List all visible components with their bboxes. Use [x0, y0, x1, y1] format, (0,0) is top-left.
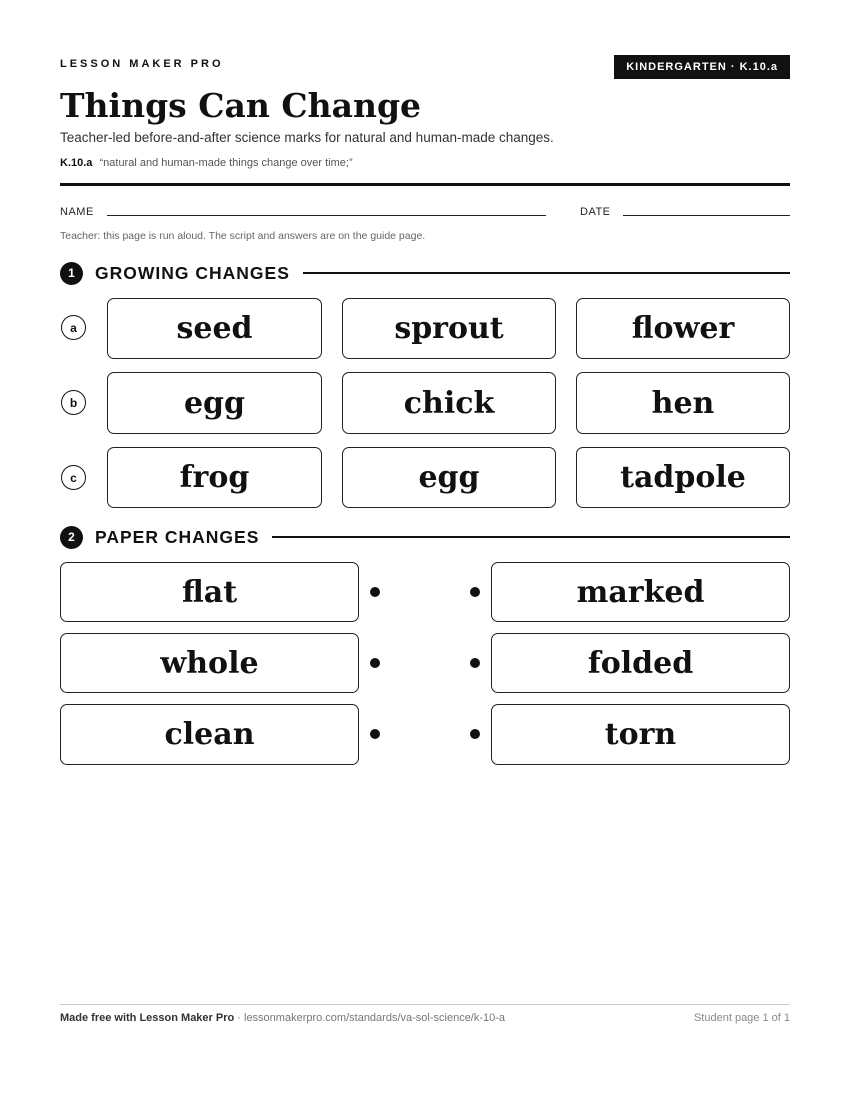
section-paper-changes: [60, 525, 790, 549]
section-number: 2: [60, 526, 83, 549]
name-field[interactable]: [107, 215, 546, 216]
picture-card[interactable]: chick: [342, 372, 556, 434]
footer-url[interactable]: · lessonmakerpro.com/standards/va-sol-science/k-10-a: [234, 1012, 506, 1024]
page-number: Student page 1 of 1: [693, 1012, 790, 1024]
footer-divider: [60, 1004, 790, 1005]
footer-credit: [60, 1012, 505, 1024]
picture-card[interactable]: egg: [342, 447, 556, 508]
picture-card[interactable]: egg: [107, 372, 322, 434]
section-title: GROWING CHANGES: [95, 262, 290, 283]
match-right-card[interactable]: marked: [491, 562, 790, 622]
section-title: PAPER CHANGES: [95, 526, 260, 547]
standard-line: [60, 157, 353, 169]
name-label: NAME: [60, 206, 94, 218]
picture-card[interactable]: hen: [576, 372, 790, 434]
section-rule: [272, 536, 790, 538]
picture-card[interactable]: seed: [107, 298, 322, 359]
match-left-card[interactable]: flat: [60, 562, 359, 622]
row-letter-a: a: [61, 315, 86, 340]
standard-text: “natural and human-made things change over time;”: [99, 157, 353, 169]
match-right-card[interactable]: folded: [491, 633, 790, 693]
match-dot-right[interactable]: [470, 587, 480, 597]
section-rule: [303, 272, 790, 274]
standard-code: K.10.a: [60, 157, 93, 169]
row-letter-c: c: [61, 465, 86, 490]
row-letter-b: b: [61, 390, 86, 415]
picture-card[interactable]: sprout: [342, 298, 556, 359]
match-left-card[interactable]: clean: [60, 704, 359, 765]
teacher-note: Teacher: this page is run aloud. The script and answers are on the guide page.: [60, 230, 426, 242]
date-label: DATE: [580, 206, 611, 218]
match-dot-right[interactable]: [470, 729, 480, 739]
picture-card[interactable]: flower: [576, 298, 790, 359]
section-number: 1: [60, 262, 83, 285]
page-subtitle: Teacher-led before-and-after science marks for natural and human-made changes.: [60, 130, 554, 145]
section-growing-changes: [60, 261, 790, 285]
footer-brand: Made free with Lesson Maker Pro: [60, 1012, 235, 1024]
picture-card[interactable]: tadpole: [576, 447, 790, 508]
page-title: Things Can Change: [60, 86, 422, 125]
brand-name: LESSON MAKER PRO: [60, 58, 224, 70]
picture-card[interactable]: frog: [107, 447, 322, 508]
grade-badge: KINDERGARTEN · K.10.a: [614, 55, 790, 79]
match-dot-right[interactable]: [470, 658, 480, 668]
match-dot-left[interactable]: [370, 587, 380, 597]
match-dot-left[interactable]: [370, 658, 380, 668]
match-dot-left[interactable]: [370, 729, 380, 739]
date-field[interactable]: [623, 215, 790, 216]
header-divider: [60, 183, 790, 186]
match-left-card[interactable]: whole: [60, 633, 359, 693]
match-right-card[interactable]: torn: [491, 704, 790, 765]
